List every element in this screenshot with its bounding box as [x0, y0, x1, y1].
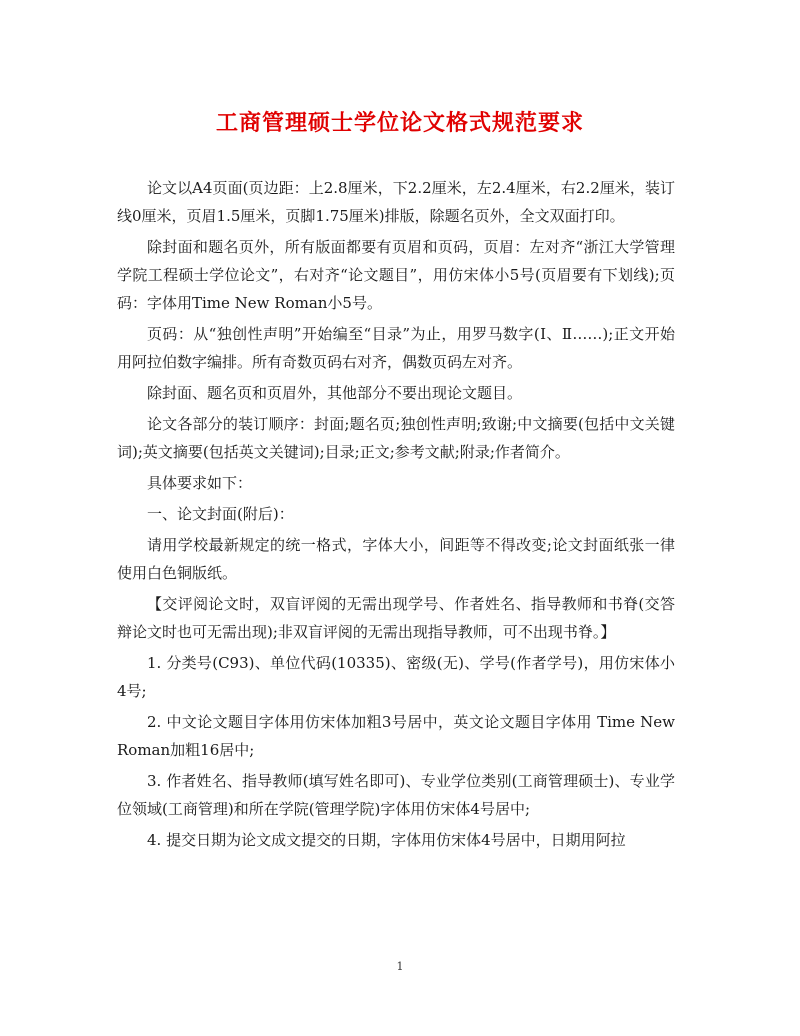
- section-heading-cover: 一、论文封面(附后)：: [147, 505, 294, 523]
- page-number: 1: [396, 960, 404, 973]
- paragraph-page-setup: 论文以A4页面(页边距：上2.8厘米，下2.2厘米，左2.4厘米，右2.2厘米，装订线0厘米，页眉1.5厘米，页脚1.75厘米)排版，除题名页外，全文双面打印。: [117, 179, 675, 225]
- paragraph-cover-format: 请用学校最新规定的统一格式，字体大小，间距等不得改变;论文封面纸张一律使用白色铜版纸。: [117, 536, 675, 582]
- paragraph-requirements-intro: 具体要求如下：: [147, 474, 253, 492]
- paragraph-header-footer: 除封面和题名页外，所有版面都要有页眉和页码，页眉：左对齐“浙江大学管理学院工程硕士学位论文”，右对齐“论文题目”，用仿宋体小5号(页眉要有下划线);页码：字体用Time New Roman小5号。: [117, 238, 675, 312]
- list-item-classification: 1. 分类号(C93)、单位代码(10335)、密级(无)、学号(作者学号)，用仿宋体小4号;: [117, 654, 675, 700]
- list-item-submission-date: 4. 提交日期为论文成文提交的日期，字体用仿宋体4号居中，日期用阿拉: [147, 831, 626, 849]
- paragraph-page-numbering: 页码：从“独创性声明”开始编至“目录”为止，用罗马数字(Ⅰ、Ⅱ……);正文开始用阿拉伯数字编排。所有奇数页码右对齐，偶数页码左对齐。: [117, 325, 675, 371]
- list-item-title-font: 2. 中文论文题目字体用仿宋体加粗3号居中，英文论文题目字体用 Time New Roman加粗16居中;: [117, 713, 675, 759]
- paragraph-title-restriction: 除封面、题名页和页眉外，其他部分不要出现论文题目。: [147, 384, 523, 402]
- paragraph-blind-review-note: 【交评阅论文时，双盲评阅的无需出现学号、作者姓名、指导教师和书脊(交答辩论文时也可无需出现);非双盲评阅的无需出现指导教师，可不出现书脊。】: [117, 595, 675, 641]
- paragraph-binding-order: 论文各部分的装订顺序：封面;题名页;独创性声明;致谢;中文摘要(包括中文关键词);英文摘要(包括英文关键词);目录;正文;参考文献;附录;作者简介。: [117, 415, 675, 461]
- list-item-author-info: 3. 作者姓名、指导教师(填写姓名即可)、专业学位类别(工商管理硕士)、专业学位领域(工商管理)和所在学院(管理学院)字体用仿宋体4号居中;: [117, 772, 675, 818]
- document-body: [117, 174, 675, 857]
- document-title: 工商管理硕士学位论文格式规范要求: [215, 110, 584, 136]
